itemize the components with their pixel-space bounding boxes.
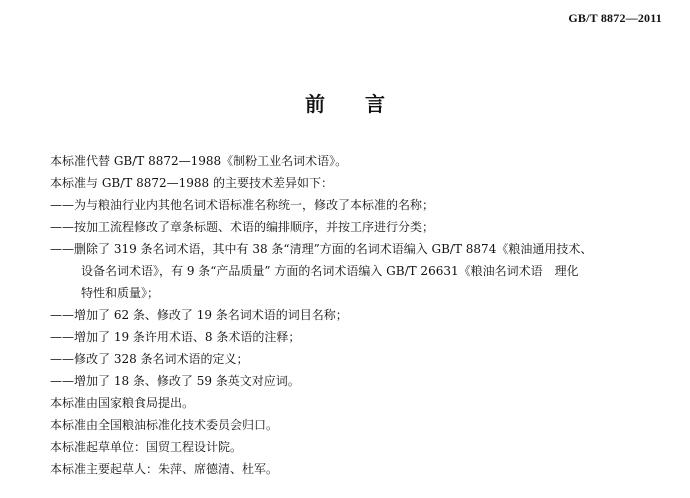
title-char-2: 言	[365, 92, 385, 116]
standard-code: GB/T 8872—2011	[568, 11, 662, 25]
text-line: 本标准由国家粮食局提出。	[50, 396, 195, 410]
list-item: ——删除了 319 条名词术语，其中有 38 条“清理”方面的名词术语编入 GB/T 8874《粮油通用技术、	[50, 242, 593, 256]
text-line: 本标准代替 GB/T 8872—1988《制粉工业名词术语》。	[50, 154, 348, 168]
list-item: ——增加了 18 条、修改了 59 条英文对应词。	[50, 374, 300, 388]
list-item: ——修改了 328 条名词术语的定义；	[50, 352, 249, 366]
text-line: 本标准由全国粮油标准化技术委员会归口。	[50, 418, 279, 432]
text-line: 本标准主要起草人：朱萍、席德清、杜军。	[50, 462, 279, 476]
list-item: ——按加工流程修改了章条标题、术语的编排顺序，并按工序进行分类；	[50, 220, 435, 234]
title-char-1: 前	[305, 92, 325, 116]
list-item-continuation: 设备名词术语》，有 9 条“产品质量” 方面的名词术语编入 GB/T 26631《粮油名词术语 理化	[81, 264, 579, 278]
list-item: ——增加了 19 条许用术语、8 条术语的注释；	[50, 330, 301, 344]
text-line: 本标准与 GB/T 8872—1988 的主要技术差异如下：	[50, 176, 333, 190]
list-item-continuation: 特性和质量》；	[81, 286, 160, 300]
list-item: ——为与粮油行业内其他名词术语标准名称统一，修改了本标准的名称；	[50, 198, 435, 212]
page-title	[0, 88, 690, 117]
foreword-body	[50, 150, 670, 480]
list-item: ——增加了 62 条、修改了 19 条名词术语的词目名称；	[50, 308, 348, 322]
text-line: 本标准起草单位：国贸工程设计院。	[50, 440, 243, 454]
